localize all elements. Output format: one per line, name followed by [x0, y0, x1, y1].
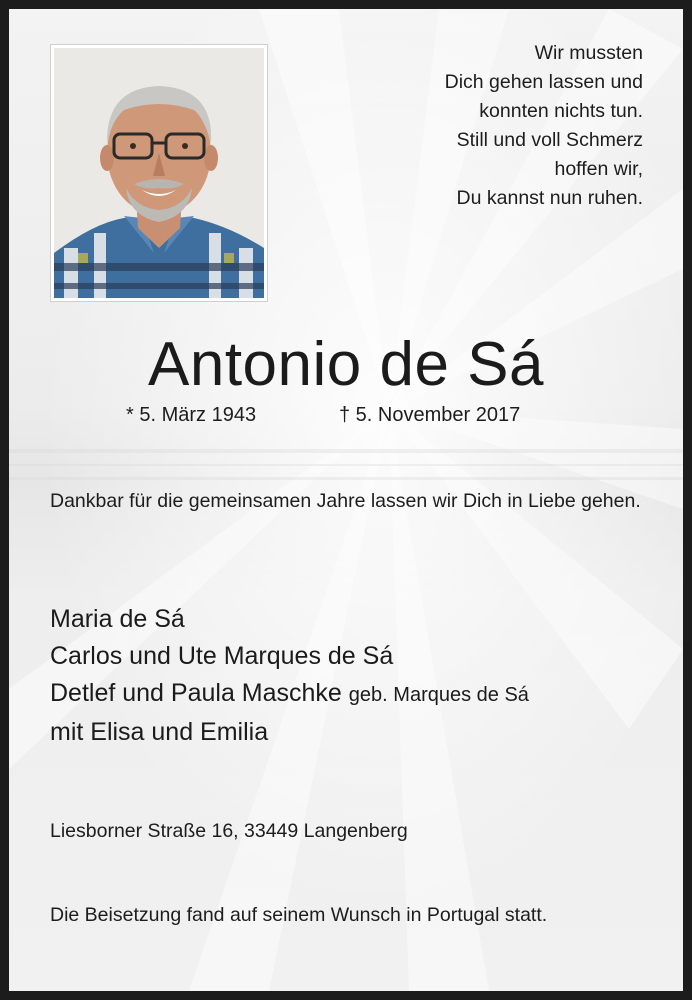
family-member: mit Elisa und Emilia [50, 718, 269, 746]
maiden-name-note: geb. Marques de Sá [348, 684, 529, 706]
family-member: Carlos und Ute Marques de Sá [50, 642, 394, 670]
funeral-note: Die Beisetzung fand auf seinem Wunsch in Portugal statt. [50, 904, 548, 926]
birth-date: * 5. März 1943 [126, 404, 257, 426]
poem-line: Still und voll Schmerz [456, 129, 643, 151]
family-member-name: Detlef und Paula Maschke [50, 679, 342, 707]
poem-line: Wir mussten [534, 42, 643, 64]
portrait-photo [51, 45, 267, 301]
death-date: † 5. November 2017 [339, 404, 521, 426]
poem-line: hoffen wir, [554, 158, 643, 180]
thanks-text: Dankbar für die gemeinsamen Jahre lassen wir Dich in Liebe gehen. [50, 490, 641, 512]
family-member [50, 675, 650, 714]
address: Liesborner Straße 16, 33449 Langenberg [50, 820, 408, 842]
portrait-image [54, 48, 264, 298]
poem-line: Dich gehen lassen und [444, 71, 643, 93]
poem [343, 39, 643, 213]
family-list [50, 601, 650, 751]
family-member: Maria de Sá [50, 605, 185, 633]
deceased-name: Antonio de Sá [147, 330, 545, 399]
poem-line: konnten nichts tun. [479, 100, 643, 122]
poem-line: Du kannst nun ruhen. [456, 187, 643, 209]
